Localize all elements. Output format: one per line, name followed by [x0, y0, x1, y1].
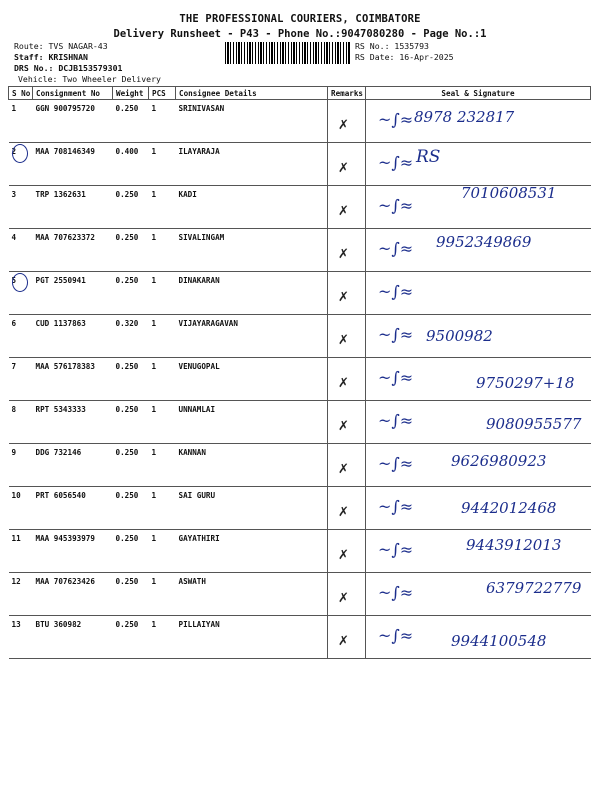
- row-remarks: [328, 487, 366, 530]
- delivered-mark-icon: ✗: [338, 548, 349, 563]
- row-sno: 4: [9, 229, 33, 272]
- handwritten-signature-scribble: ~∫≈: [378, 239, 414, 258]
- row-pcs: 1: [149, 487, 176, 530]
- handwritten-signature-scribble: ~∫≈: [378, 540, 414, 559]
- handwritten-signature-scribble: ~∫≈: [378, 368, 414, 387]
- handwritten-signature-scribble: ~∫≈: [378, 454, 414, 473]
- barcode: [225, 42, 350, 64]
- row-weight: 0.250: [113, 487, 149, 530]
- table-row: [9, 229, 591, 272]
- row-weight: 0.250: [113, 573, 149, 616]
- row-consignee: ASWATH: [176, 573, 328, 616]
- handwritten-signature-scribble: ~∫≈: [378, 325, 414, 344]
- row-consignment-no: MAA 945393979: [33, 530, 113, 573]
- handwritten-signature-scribble: ~∫≈: [378, 153, 414, 172]
- row-consignment-no: RPT 5343333: [33, 401, 113, 444]
- row-weight: 0.250: [113, 100, 149, 143]
- row-weight: 0.400: [113, 143, 149, 186]
- row-pcs: 1: [149, 100, 176, 143]
- table-row: [9, 444, 591, 487]
- row-seal-signature: [366, 186, 591, 229]
- row-pcs: 1: [149, 358, 176, 401]
- row-weight: 0.250: [113, 616, 149, 659]
- col-header-seal: Seal & Signature: [366, 87, 591, 100]
- row-weight: 0.250: [113, 444, 149, 487]
- row-consignment-no: MAA 707623372: [33, 229, 113, 272]
- handwritten-phone: 9952349869: [436, 233, 532, 251]
- row-consignee: GAYATHIRI: [176, 530, 328, 573]
- row-weight: 0.250: [113, 358, 149, 401]
- row-consignment-no: TRP 1362631: [33, 186, 113, 229]
- row-seal-signature: [366, 100, 591, 143]
- staff-label: Staff: KRISHNAN: [14, 52, 88, 62]
- row-consignee: DINAKARAN: [176, 272, 328, 315]
- table-header-row: [9, 87, 591, 100]
- row-seal-signature: [366, 487, 591, 530]
- row-remarks: [328, 358, 366, 401]
- col-header-consignment: Consignment No: [33, 87, 113, 100]
- delivered-mark-icon: ✗: [338, 462, 349, 477]
- table-row: [9, 616, 591, 659]
- row-seal-signature: [366, 315, 591, 358]
- delivered-mark-icon: ✗: [338, 333, 349, 348]
- row-remarks: [328, 143, 366, 186]
- row-pcs: 1: [149, 401, 176, 444]
- row-consignment-no: MAA 576178383: [33, 358, 113, 401]
- row-sno: 11: [9, 530, 33, 573]
- row-seal-signature: [366, 358, 591, 401]
- row-consignee: UNNAMLAI: [176, 401, 328, 444]
- delivered-mark-icon: ✗: [338, 591, 349, 606]
- row-seal-signature: [366, 272, 591, 315]
- row-consignee: SRINIVASAN: [176, 100, 328, 143]
- row-consignee: VIJAYARAGAVAN: [176, 315, 328, 358]
- row-sno: 8: [9, 401, 33, 444]
- row-consignment-no: GGN 900795720: [33, 100, 113, 143]
- handwritten-signature-scribble: ~∫≈: [378, 411, 414, 430]
- row-weight: 0.250: [113, 229, 149, 272]
- row-pcs: 1: [149, 616, 176, 659]
- handwritten-circle-mark: [12, 273, 28, 292]
- handwritten-phone: 8978 232817: [414, 108, 515, 126]
- row-sno: 9: [9, 444, 33, 487]
- runsheet-table: [8, 86, 591, 659]
- delivered-mark-icon: ✗: [338, 247, 349, 262]
- row-sno: 10: [9, 487, 33, 530]
- row-sno: 7: [9, 358, 33, 401]
- row-pcs: 1: [149, 229, 176, 272]
- row-sno: 2: [9, 143, 33, 186]
- row-remarks: [328, 573, 366, 616]
- row-pcs: 1: [149, 315, 176, 358]
- row-remarks: [328, 315, 366, 358]
- row-seal-signature: [366, 143, 591, 186]
- row-weight: 0.250: [113, 272, 149, 315]
- table-row: [9, 186, 591, 229]
- delivered-mark-icon: ✗: [338, 376, 349, 391]
- row-consignment-no: MAA 707623426: [33, 573, 113, 616]
- row-remarks: [328, 616, 366, 659]
- handwritten-phone: 9443912013: [466, 536, 562, 554]
- delivered-mark-icon: ✗: [338, 161, 349, 176]
- row-sno: 3: [9, 186, 33, 229]
- row-seal-signature: [366, 444, 591, 487]
- row-remarks: [328, 401, 366, 444]
- row-remarks: [328, 100, 366, 143]
- table-row: [9, 573, 591, 616]
- table-row: [9, 358, 591, 401]
- row-sno: 13: [9, 616, 33, 659]
- handwritten-signature-scribble: ~∫≈: [378, 626, 414, 645]
- sheet-subtitle: Delivery Runsheet - P43 - Phone No.:9047080280 - Page No.:1: [113, 28, 487, 40]
- row-consignment-no: CUD 1137863: [33, 315, 113, 358]
- delivered-mark-icon: ✗: [338, 419, 349, 434]
- table-row: [9, 143, 591, 186]
- row-remarks: [328, 272, 366, 315]
- rs-number: RS No.: 1535793: [355, 41, 429, 51]
- row-pcs: 1: [149, 272, 176, 315]
- handwritten-phone: 7010608531: [461, 185, 557, 202]
- rs-date: RS Date: 16-Apr-2025: [355, 52, 454, 62]
- delivered-mark-icon: ✗: [338, 118, 349, 133]
- row-seal-signature: [366, 530, 591, 573]
- row-pcs: 1: [149, 143, 176, 186]
- row-weight: 0.250: [113, 530, 149, 573]
- row-consignee: VENUGOPAL: [176, 358, 328, 401]
- handwritten-phone: 6379722779: [486, 579, 582, 597]
- handwritten-signature-scribble: ~∫≈: [378, 196, 414, 215]
- row-sno: 6: [9, 315, 33, 358]
- table-row: [9, 487, 591, 530]
- row-consignee: KANNAN: [176, 444, 328, 487]
- route-label: Route: TVS NAGAR-43: [14, 41, 108, 51]
- handwritten-circle-mark: [12, 144, 28, 163]
- col-header-weight: Weight: [113, 87, 149, 100]
- row-weight: 0.250: [113, 401, 149, 444]
- handwritten-signature-scribble: ~∫≈: [378, 583, 414, 602]
- row-consignee: SAI GURU: [176, 487, 328, 530]
- row-pcs: 1: [149, 444, 176, 487]
- row-remarks: [328, 530, 366, 573]
- col-header-remarks: Remarks: [328, 87, 366, 100]
- handwritten-signature-scribble: ~∫≈: [378, 282, 414, 301]
- handwritten-phone: 9442012468: [461, 499, 557, 517]
- table-row: [9, 530, 591, 573]
- handwritten-signature-scribble: ~∫≈: [378, 497, 414, 516]
- row-weight: 0.250: [113, 186, 149, 229]
- row-pcs: 1: [149, 530, 176, 573]
- table-row: [9, 100, 591, 143]
- table-row: [9, 315, 591, 358]
- row-seal-signature: [366, 401, 591, 444]
- row-seal-signature: [366, 573, 591, 616]
- table-row: [9, 401, 591, 444]
- handwritten-phone: 9626980923: [451, 452, 547, 470]
- handwritten-phone: 9080955577: [486, 415, 582, 433]
- delivered-mark-icon: ✗: [338, 634, 349, 649]
- row-sno: 12: [9, 573, 33, 616]
- row-consignee: SIVALINGAM: [176, 229, 328, 272]
- row-sno: 1: [9, 100, 33, 143]
- delivered-mark-icon: ✗: [338, 290, 349, 305]
- col-header-pcs: PCS: [149, 87, 176, 100]
- row-consignee: PILLAIYAN: [176, 616, 328, 659]
- drs-number: DRS No.: DCJB153579301: [14, 63, 123, 73]
- row-sno: 5: [9, 272, 33, 315]
- handwritten-phone: 9944100548: [451, 632, 547, 650]
- row-consignee: ILAYARAJA: [176, 143, 328, 186]
- row-remarks: [328, 444, 366, 487]
- row-consignment-no: PRT 6056540: [33, 487, 113, 530]
- row-consignment-no: MAA 708146349: [33, 143, 113, 186]
- row-remarks: [328, 186, 366, 229]
- sheet-title: THE PROFESSIONAL COURIERS, COIMBATORE: [179, 13, 421, 25]
- delivered-mark-icon: ✗: [338, 204, 349, 219]
- delivered-mark-icon: ✗: [338, 505, 349, 520]
- row-seal-signature: [366, 229, 591, 272]
- row-consignment-no: BTU 360982: [33, 616, 113, 659]
- col-header-consignee: Consignee Details: [176, 87, 328, 100]
- handwritten-signature-scribble: ~∫≈: [378, 110, 414, 129]
- row-pcs: 1: [149, 186, 176, 229]
- handwritten-phone: 9500982: [426, 327, 493, 345]
- row-seal-signature: [366, 616, 591, 659]
- row-consignment-no: PGT 2550941: [33, 272, 113, 315]
- row-remarks: [328, 229, 366, 272]
- row-pcs: 1: [149, 573, 176, 616]
- row-weight: 0.320: [113, 315, 149, 358]
- col-header-sno: S No: [9, 87, 33, 100]
- handwritten-phone: RS: [416, 147, 441, 167]
- row-consignment-no: DDG 732146: [33, 444, 113, 487]
- row-consignee: KADI: [176, 186, 328, 229]
- handwritten-phone: 9750297+18: [476, 374, 575, 392]
- table-row: [9, 272, 591, 315]
- vehicle-label: Vehicle: Two Wheeler Delivery: [18, 74, 161, 84]
